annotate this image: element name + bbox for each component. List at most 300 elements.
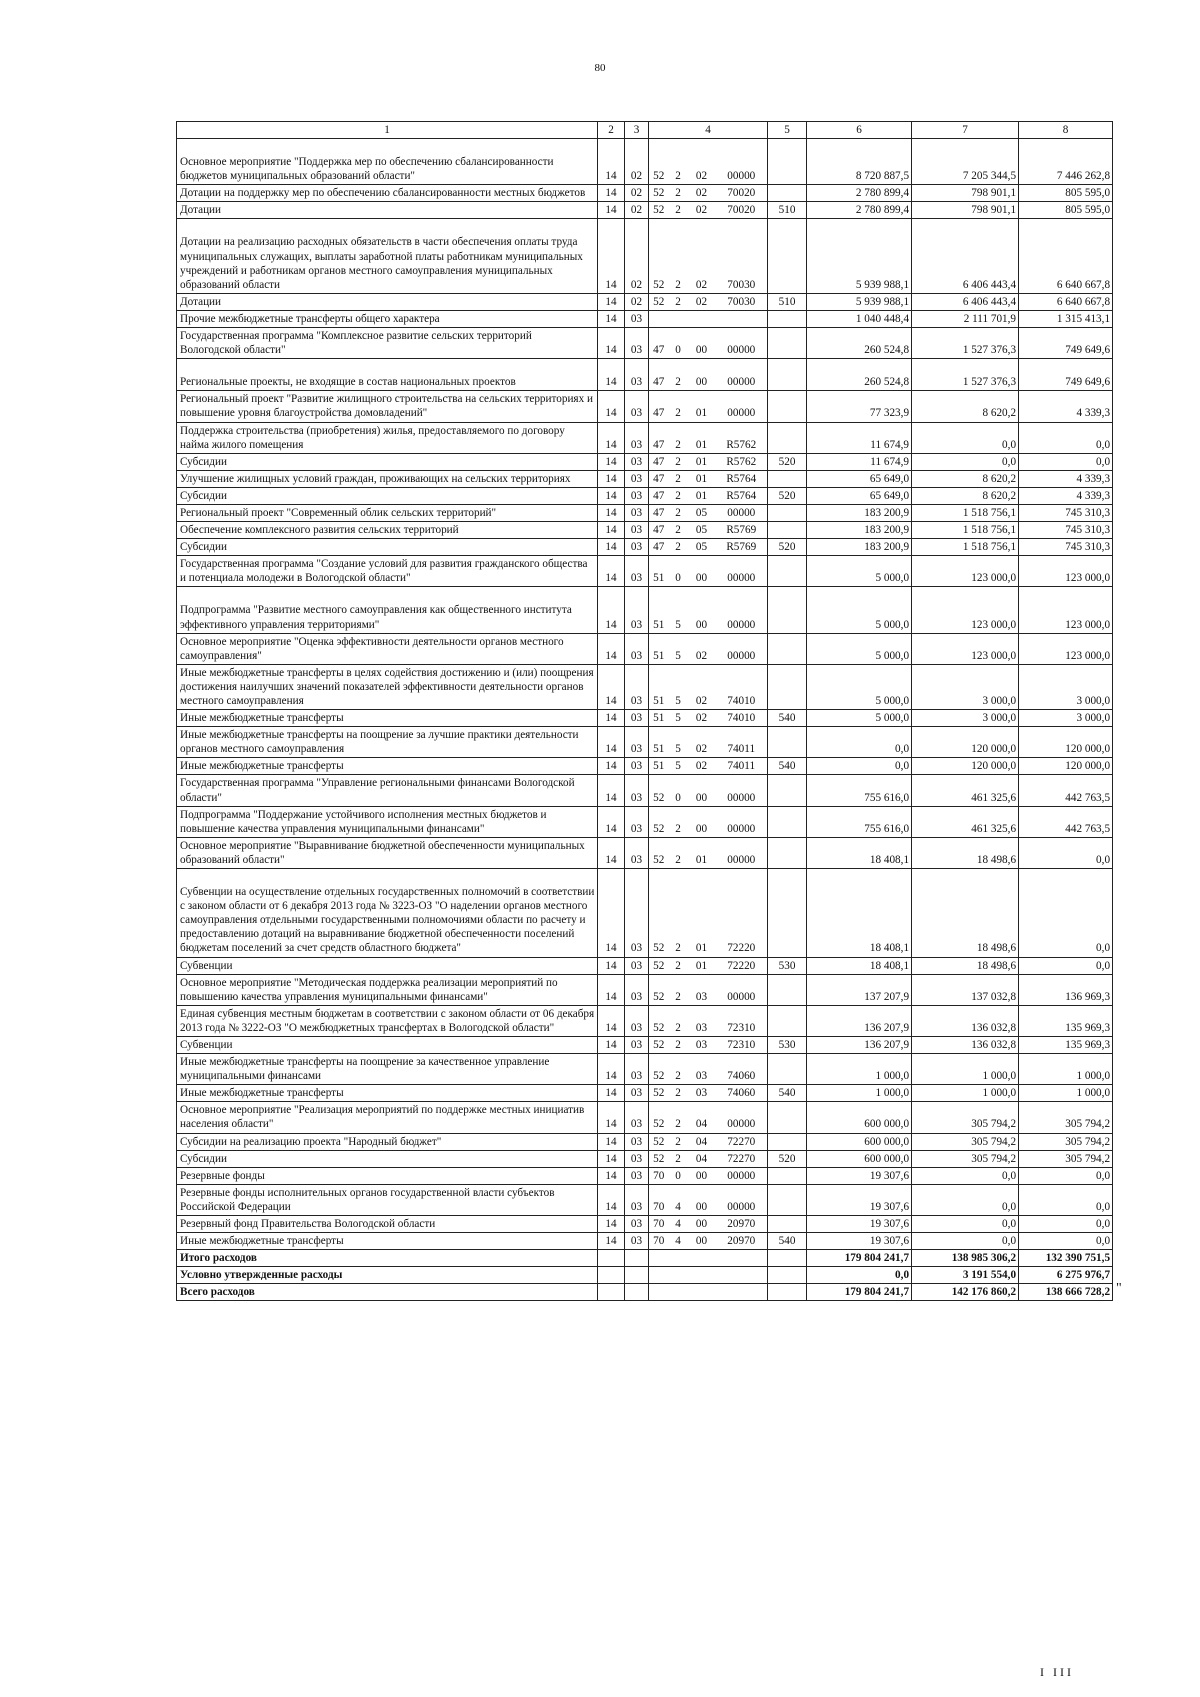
row-name: Дотации xyxy=(177,293,598,310)
row-name: Резервный фонд Правительства Вологодской области xyxy=(177,1216,598,1233)
amount-col-7: 1 518 756,1 xyxy=(912,522,1019,539)
table-row xyxy=(177,504,1113,521)
section-code: 14 xyxy=(598,974,625,1005)
expense-table xyxy=(176,121,1113,1301)
target-code-subprogram: 2 xyxy=(669,453,688,470)
expense-type-code: 520 xyxy=(768,487,807,504)
target-code-direction: 74010 xyxy=(716,664,768,709)
target-code-program: 52 xyxy=(649,185,669,202)
target-code-subprogram: 5 xyxy=(669,633,688,664)
amount-col-7: 1 000,0 xyxy=(912,1085,1019,1102)
section-code: 14 xyxy=(598,139,625,185)
subsection-code: 03 xyxy=(625,1005,649,1036)
target-code-event: 01 xyxy=(688,470,716,487)
target-code-event: 02 xyxy=(688,727,716,758)
section-code: 14 xyxy=(598,1005,625,1036)
table-row xyxy=(177,758,1113,775)
amount-col-7: 6 406 443,4 xyxy=(912,219,1019,293)
row-name: Государственная программа "Создание условий для развития гражданского общества и потенциала молодежи в Вологодской области" xyxy=(177,556,598,587)
total-col-6: 179 804 241,7 xyxy=(807,1284,912,1301)
expense-type-code xyxy=(768,587,807,633)
section-code: 14 xyxy=(598,1102,625,1133)
expense-type-code xyxy=(768,359,807,391)
amount-col-6: 600 000,0 xyxy=(807,1150,912,1167)
amount-col-6: 5 000,0 xyxy=(807,556,912,587)
amount-col-6: 5 939 988,1 xyxy=(807,293,912,310)
target-code-direction: R5762 xyxy=(716,422,768,453)
amount-col-7: 18 498,6 xyxy=(912,869,1019,957)
target-code-event: 02 xyxy=(688,710,716,727)
target-code-event: 02 xyxy=(688,664,716,709)
target-code-direction: 00000 xyxy=(716,556,768,587)
subsection-code: 02 xyxy=(625,139,649,185)
target-code-subprogram: 2 xyxy=(669,1085,688,1102)
section-code: 14 xyxy=(598,710,625,727)
target-code-program: 70 xyxy=(649,1167,669,1184)
amount-col-7: 1 527 376,3 xyxy=(912,359,1019,391)
target-code-program: 51 xyxy=(649,587,669,633)
target-code-direction: 00000 xyxy=(716,359,768,391)
target-code-program: 52 xyxy=(649,1133,669,1150)
target-code-subprogram: 2 xyxy=(669,470,688,487)
expense-type-code xyxy=(768,806,807,837)
target-code-event: 02 xyxy=(688,293,716,310)
amount-col-7: 1 000,0 xyxy=(912,1054,1019,1085)
subsection-code: 03 xyxy=(625,1102,649,1133)
table-row xyxy=(177,633,1113,664)
amount-col-8: 1 000,0 xyxy=(1019,1054,1113,1085)
table-row xyxy=(177,1233,1113,1250)
target-code-event: 01 xyxy=(688,957,716,974)
subsection-code: 03 xyxy=(625,470,649,487)
row-name: Государственная программа "Комплексное развитие сельских территорий Вологодской области" xyxy=(177,328,598,359)
table-row xyxy=(177,293,1113,310)
target-code-event: 02 xyxy=(688,185,716,202)
amount-col-7: 123 000,0 xyxy=(912,556,1019,587)
empty-cell xyxy=(598,1267,625,1284)
row-name: Субвенции xyxy=(177,1036,598,1053)
empty-cell xyxy=(598,1250,625,1267)
subsection-code: 03 xyxy=(625,837,649,868)
section-code: 14 xyxy=(598,1150,625,1167)
amount-col-8: 305 794,2 xyxy=(1019,1102,1113,1133)
target-code-direction: 00000 xyxy=(716,837,768,868)
target-code-program: 47 xyxy=(649,539,669,556)
expense-type-code xyxy=(768,470,807,487)
amount-col-6: 183 200,9 xyxy=(807,504,912,521)
amount-col-6: 755 616,0 xyxy=(807,806,912,837)
target-code-program xyxy=(649,310,669,327)
amount-col-6: 260 524,8 xyxy=(807,328,912,359)
target-code-subprogram: 5 xyxy=(669,664,688,709)
target-code-direction: 70030 xyxy=(716,293,768,310)
target-code-direction: 74060 xyxy=(716,1054,768,1085)
closing-quote: " xyxy=(1116,1280,1122,1296)
amount-col-6: 0,0 xyxy=(807,758,912,775)
amount-col-6: 0,0 xyxy=(807,727,912,758)
target-code-subprogram: 2 xyxy=(669,1150,688,1167)
empty-cell xyxy=(598,1284,625,1301)
section-code: 14 xyxy=(598,869,625,957)
amount-col-7: 461 325,6 xyxy=(912,775,1019,806)
target-code-event: 01 xyxy=(688,869,716,957)
amount-col-6: 65 649,0 xyxy=(807,470,912,487)
target-code-program: 47 xyxy=(649,328,669,359)
amount-col-7: 123 000,0 xyxy=(912,633,1019,664)
section-code: 14 xyxy=(598,1054,625,1085)
section-code: 14 xyxy=(598,310,625,327)
subsection-code: 02 xyxy=(625,293,649,310)
target-code-event: 02 xyxy=(688,219,716,293)
subsection-code: 03 xyxy=(625,391,649,422)
target-code-program: 47 xyxy=(649,487,669,504)
table-row xyxy=(177,556,1113,587)
amount-col-8: 6 640 667,8 xyxy=(1019,293,1113,310)
amount-col-7: 136 032,8 xyxy=(912,1005,1019,1036)
target-code-direction: 00000 xyxy=(716,139,768,185)
table-row xyxy=(177,1150,1113,1167)
row-name: Основное мероприятие "Выравнивание бюджетной обеспеченности муниципальных образований области" xyxy=(177,837,598,868)
expense-type-code xyxy=(768,1167,807,1184)
amount-col-6: 2 780 899,4 xyxy=(807,202,912,219)
section-code: 14 xyxy=(598,470,625,487)
amount-col-7: 8 620,2 xyxy=(912,470,1019,487)
table-row xyxy=(177,470,1113,487)
target-code-event: 03 xyxy=(688,974,716,1005)
amount-col-8: 745 310,3 xyxy=(1019,504,1113,521)
target-code-program: 47 xyxy=(649,470,669,487)
target-code-program: 47 xyxy=(649,359,669,391)
target-code-subprogram: 2 xyxy=(669,957,688,974)
amount-col-7: 123 000,0 xyxy=(912,587,1019,633)
target-code-subprogram: 2 xyxy=(669,869,688,957)
target-code-direction xyxy=(716,310,768,327)
table-row xyxy=(177,422,1113,453)
row-name: Прочие межбюджетные трансферты общего характера xyxy=(177,310,598,327)
table-row xyxy=(177,487,1113,504)
amount-col-8: 745 310,3 xyxy=(1019,522,1113,539)
amount-col-8: 805 595,0 xyxy=(1019,202,1113,219)
target-code-event: 05 xyxy=(688,539,716,556)
table-row xyxy=(177,1184,1113,1215)
target-code-event: 01 xyxy=(688,422,716,453)
target-code-direction: 70030 xyxy=(716,219,768,293)
amount-col-6: 1 000,0 xyxy=(807,1085,912,1102)
target-code-event: 04 xyxy=(688,1150,716,1167)
amount-col-7: 120 000,0 xyxy=(912,758,1019,775)
amount-col-6: 137 207,9 xyxy=(807,974,912,1005)
row-name: Резервные фонды xyxy=(177,1167,598,1184)
subsection-code: 03 xyxy=(625,310,649,327)
amount-col-6: 136 207,9 xyxy=(807,1005,912,1036)
amount-col-8: 123 000,0 xyxy=(1019,556,1113,587)
amount-col-8: 123 000,0 xyxy=(1019,633,1113,664)
row-name: Дотации на поддержку мер по обеспечению сбалансированности местных бюджетов xyxy=(177,185,598,202)
subsection-code: 03 xyxy=(625,1036,649,1053)
amount-col-8: 305 794,2 xyxy=(1019,1150,1113,1167)
target-code-subprogram: 0 xyxy=(669,775,688,806)
table-row xyxy=(177,1085,1113,1102)
amount-col-6: 19 307,6 xyxy=(807,1167,912,1184)
target-code-event: 00 xyxy=(688,1184,716,1215)
col-header-3: 3 xyxy=(625,122,649,139)
table-row xyxy=(177,1167,1113,1184)
section-code: 14 xyxy=(598,185,625,202)
target-code-direction: 72310 xyxy=(716,1036,768,1053)
total-name: Условно утвержденные расходы xyxy=(177,1267,598,1284)
target-code-event: 04 xyxy=(688,1102,716,1133)
row-name: Иные межбюджетные трансферты в целях содействия достижению и (или) поощрения достижения наилучших значений показателей эффективности деятельности органов местного самоуправления xyxy=(177,664,598,709)
target-code-event: 00 xyxy=(688,806,716,837)
expense-type-code: 540 xyxy=(768,758,807,775)
amount-col-7: 18 498,6 xyxy=(912,957,1019,974)
amount-col-6: 65 649,0 xyxy=(807,487,912,504)
expense-type-code: 520 xyxy=(768,539,807,556)
target-code-event: 02 xyxy=(688,633,716,664)
target-code-event: 03 xyxy=(688,1036,716,1053)
empty-cell xyxy=(768,1284,807,1301)
total-col-6: 179 804 241,7 xyxy=(807,1250,912,1267)
amount-col-7: 1 527 376,3 xyxy=(912,328,1019,359)
amount-col-8: 442 763,5 xyxy=(1019,806,1113,837)
amount-col-6: 18 408,1 xyxy=(807,869,912,957)
row-name: Региональный проект "Развитие жилищного строительства на сельских территориях и повышение уровня благоустройства домовладений" xyxy=(177,391,598,422)
row-name: Основное мероприятие "Реализация мероприятий по поддержке местных инициатив населения области" xyxy=(177,1102,598,1133)
expense-type-code xyxy=(768,185,807,202)
amount-col-8: 135 969,3 xyxy=(1019,1005,1113,1036)
table-row xyxy=(177,869,1113,957)
target-code-subprogram: 2 xyxy=(669,806,688,837)
section-code: 14 xyxy=(598,957,625,974)
amount-col-6: 19 307,6 xyxy=(807,1184,912,1215)
amount-col-7: 136 032,8 xyxy=(912,1036,1019,1053)
target-code-program: 52 xyxy=(649,293,669,310)
expense-type-code xyxy=(768,633,807,664)
target-code-subprogram: 2 xyxy=(669,1005,688,1036)
col-header-1: 1 xyxy=(177,122,598,139)
amount-col-6: 5 000,0 xyxy=(807,633,912,664)
target-code-program: 47 xyxy=(649,522,669,539)
target-code-direction: 00000 xyxy=(716,1102,768,1133)
target-code-subprogram: 0 xyxy=(669,1167,688,1184)
expense-type-code xyxy=(768,1005,807,1036)
expense-type-code xyxy=(768,328,807,359)
col-header-7: 7 xyxy=(912,122,1019,139)
amount-col-7: 0,0 xyxy=(912,1167,1019,1184)
row-name: Субсидии xyxy=(177,487,598,504)
section-code: 14 xyxy=(598,219,625,293)
target-code-program: 70 xyxy=(649,1233,669,1250)
subsection-code: 03 xyxy=(625,664,649,709)
section-code: 14 xyxy=(598,1216,625,1233)
section-code: 14 xyxy=(598,587,625,633)
target-code-event: 03 xyxy=(688,1005,716,1036)
amount-col-8: 805 595,0 xyxy=(1019,185,1113,202)
row-name: Улучшение жилищных условий граждан, проживающих на сельских территориях xyxy=(177,470,598,487)
amount-col-7: 3 000,0 xyxy=(912,710,1019,727)
amount-col-8: 0,0 xyxy=(1019,422,1113,453)
expense-type-code xyxy=(768,837,807,868)
amount-col-7: 0,0 xyxy=(912,422,1019,453)
amount-col-8: 0,0 xyxy=(1019,957,1113,974)
row-name: Субвенции на осуществление отдельных государственных полномочий в соответствии с законом области от 6 декабря 2013 года № 3223-ОЗ "О наделении органов местного самоуправления отдельными государственными полномочиями области по расчету и предоставлению дотаций на выравнивание бюджетной обеспеченности поселений бюджетам поселений за счет средств областного бюджета" xyxy=(177,869,598,957)
amount-col-8: 305 794,2 xyxy=(1019,1133,1113,1150)
amount-col-7: 0,0 xyxy=(912,1233,1019,1250)
table-row xyxy=(177,775,1113,806)
target-code-program: 52 xyxy=(649,806,669,837)
expense-type-code xyxy=(768,727,807,758)
subsection-code: 03 xyxy=(625,453,649,470)
row-name: Субсидии на реализацию проекта "Народный бюджет" xyxy=(177,1133,598,1150)
section-code: 14 xyxy=(598,633,625,664)
target-code-program: 51 xyxy=(649,664,669,709)
table-row xyxy=(177,710,1113,727)
section-code: 14 xyxy=(598,391,625,422)
table-row xyxy=(177,1102,1113,1133)
col-header-5: 5 xyxy=(768,122,807,139)
target-code-subprogram xyxy=(669,310,688,327)
col-header-4: 4 xyxy=(649,122,768,139)
amount-col-8: 0,0 xyxy=(1019,1233,1113,1250)
table-row xyxy=(177,139,1113,185)
row-name: Субсидии xyxy=(177,1150,598,1167)
subsection-code: 03 xyxy=(625,1216,649,1233)
target-code-subprogram: 2 xyxy=(669,293,688,310)
expense-type-code: 540 xyxy=(768,1233,807,1250)
amount-col-7: 0,0 xyxy=(912,1216,1019,1233)
total-col-7: 138 985 306,2 xyxy=(912,1250,1019,1267)
target-code-direction: 20970 xyxy=(716,1233,768,1250)
subsection-code: 02 xyxy=(625,202,649,219)
amount-col-6: 183 200,9 xyxy=(807,522,912,539)
table-row xyxy=(177,359,1113,391)
target-code-direction: R5762 xyxy=(716,453,768,470)
target-code-subprogram: 2 xyxy=(669,391,688,422)
table-row xyxy=(177,219,1113,293)
amount-col-6: 5 939 988,1 xyxy=(807,219,912,293)
target-code-event: 03 xyxy=(688,1085,716,1102)
expense-type-code xyxy=(768,1133,807,1150)
section-code: 14 xyxy=(598,806,625,837)
amount-col-6: 11 674,9 xyxy=(807,453,912,470)
expense-type-code xyxy=(768,422,807,453)
target-code-program: 47 xyxy=(649,504,669,521)
table-row xyxy=(177,328,1113,359)
row-name: Обеспечение комплексного развития сельских территорий xyxy=(177,522,598,539)
table-row xyxy=(177,806,1113,837)
amount-col-8: 1 315 413,1 xyxy=(1019,310,1113,327)
expense-type-code xyxy=(768,556,807,587)
target-code-program: 52 xyxy=(649,837,669,868)
target-code-direction: 70020 xyxy=(716,202,768,219)
amount-col-6: 600 000,0 xyxy=(807,1133,912,1150)
expense-type-code xyxy=(768,664,807,709)
target-code-program: 52 xyxy=(649,139,669,185)
target-code-event: 02 xyxy=(688,758,716,775)
row-name: Иные межбюджетные трансферты xyxy=(177,1085,598,1102)
row-name: Основное мероприятие "Оценка эффективности деятельности органов местного самоуправления" xyxy=(177,633,598,664)
subsection-code: 03 xyxy=(625,1133,649,1150)
amount-col-6: 18 408,1 xyxy=(807,837,912,868)
row-name: Иные межбюджетные трансферты xyxy=(177,710,598,727)
expense-type-code xyxy=(768,1184,807,1215)
expense-type-code xyxy=(768,869,807,957)
target-code-subprogram: 5 xyxy=(669,727,688,758)
target-code-event: 00 xyxy=(688,1233,716,1250)
row-name: Единая субвенция местным бюджетам в соответствии с законом области от 06 декабря 2013 года № 3222-ОЗ "О межбюджетных трансфертах в Вологодской области" xyxy=(177,1005,598,1036)
target-code-event: 01 xyxy=(688,837,716,868)
target-code-subprogram: 2 xyxy=(669,1054,688,1085)
amount-col-8: 0,0 xyxy=(1019,837,1113,868)
empty-cell xyxy=(768,1250,807,1267)
amount-col-8: 0,0 xyxy=(1019,453,1113,470)
target-code-direction: 72220 xyxy=(716,869,768,957)
target-code-direction: 70020 xyxy=(716,185,768,202)
section-code: 14 xyxy=(598,1184,625,1215)
target-code-program: 52 xyxy=(649,1054,669,1085)
subsection-code: 03 xyxy=(625,1054,649,1085)
expense-type-code xyxy=(768,504,807,521)
row-name: Подпрограмма "Поддержание устойчивого исполнения местных бюджетов и повышение качества управления муниципальными финансами" xyxy=(177,806,598,837)
target-code-program: 47 xyxy=(649,453,669,470)
expense-type-code: 530 xyxy=(768,1036,807,1053)
section-code: 14 xyxy=(598,1133,625,1150)
subsection-code: 03 xyxy=(625,587,649,633)
table-row xyxy=(177,1005,1113,1036)
amount-col-7: 0,0 xyxy=(912,453,1019,470)
target-code-direction: 00000 xyxy=(716,633,768,664)
row-name: Иные межбюджетные трансферты xyxy=(177,1233,598,1250)
subsection-code: 03 xyxy=(625,504,649,521)
row-name: Поддержка строительства (приобретения) жилья, предоставляемого по договору найма жилого помещения xyxy=(177,422,598,453)
amount-col-6: 1 040 448,4 xyxy=(807,310,912,327)
table-row xyxy=(177,391,1113,422)
amount-col-7: 2 111 701,9 xyxy=(912,310,1019,327)
total-row xyxy=(177,1284,1113,1301)
target-code-event: 00 xyxy=(688,1167,716,1184)
empty-cell xyxy=(649,1284,768,1301)
amount-col-6: 19 307,6 xyxy=(807,1216,912,1233)
target-code-direction: 74011 xyxy=(716,758,768,775)
row-name: Резервные фонды исполнительных органов государственной власти субъектов Российской Федерации xyxy=(177,1184,598,1215)
target-code-program: 52 xyxy=(649,775,669,806)
target-code-direction: 74011 xyxy=(716,727,768,758)
amount-col-6: 755 616,0 xyxy=(807,775,912,806)
total-col-7: 3 191 554,0 xyxy=(912,1267,1019,1284)
target-code-program: 52 xyxy=(649,1085,669,1102)
target-code-direction: 00000 xyxy=(716,1167,768,1184)
row-name: Основное мероприятие "Поддержка мер по обеспечению сбалансированности бюджетов муниципальных образований области" xyxy=(177,139,598,185)
expense-type-code xyxy=(768,1102,807,1133)
section-code: 14 xyxy=(598,202,625,219)
expense-type-code xyxy=(768,139,807,185)
expense-type-code xyxy=(768,391,807,422)
section-code: 14 xyxy=(598,1036,625,1053)
expense-type-code: 520 xyxy=(768,1150,807,1167)
amount-col-7: 1 518 756,1 xyxy=(912,504,1019,521)
row-name: Иные межбюджетные трансферты xyxy=(177,758,598,775)
target-code-program: 52 xyxy=(649,957,669,974)
target-code-subprogram: 2 xyxy=(669,522,688,539)
subsection-code: 03 xyxy=(625,1233,649,1250)
target-code-direction: 00000 xyxy=(716,391,768,422)
amount-col-7: 7 205 344,5 xyxy=(912,139,1019,185)
row-name: Иные межбюджетные трансферты на поощрение за лучшие практики деятельности органов местного самоуправления xyxy=(177,727,598,758)
amount-col-8: 749 649,6 xyxy=(1019,328,1113,359)
target-code-subprogram: 0 xyxy=(669,328,688,359)
amount-col-8: 3 000,0 xyxy=(1019,710,1113,727)
amount-col-6: 11 674,9 xyxy=(807,422,912,453)
